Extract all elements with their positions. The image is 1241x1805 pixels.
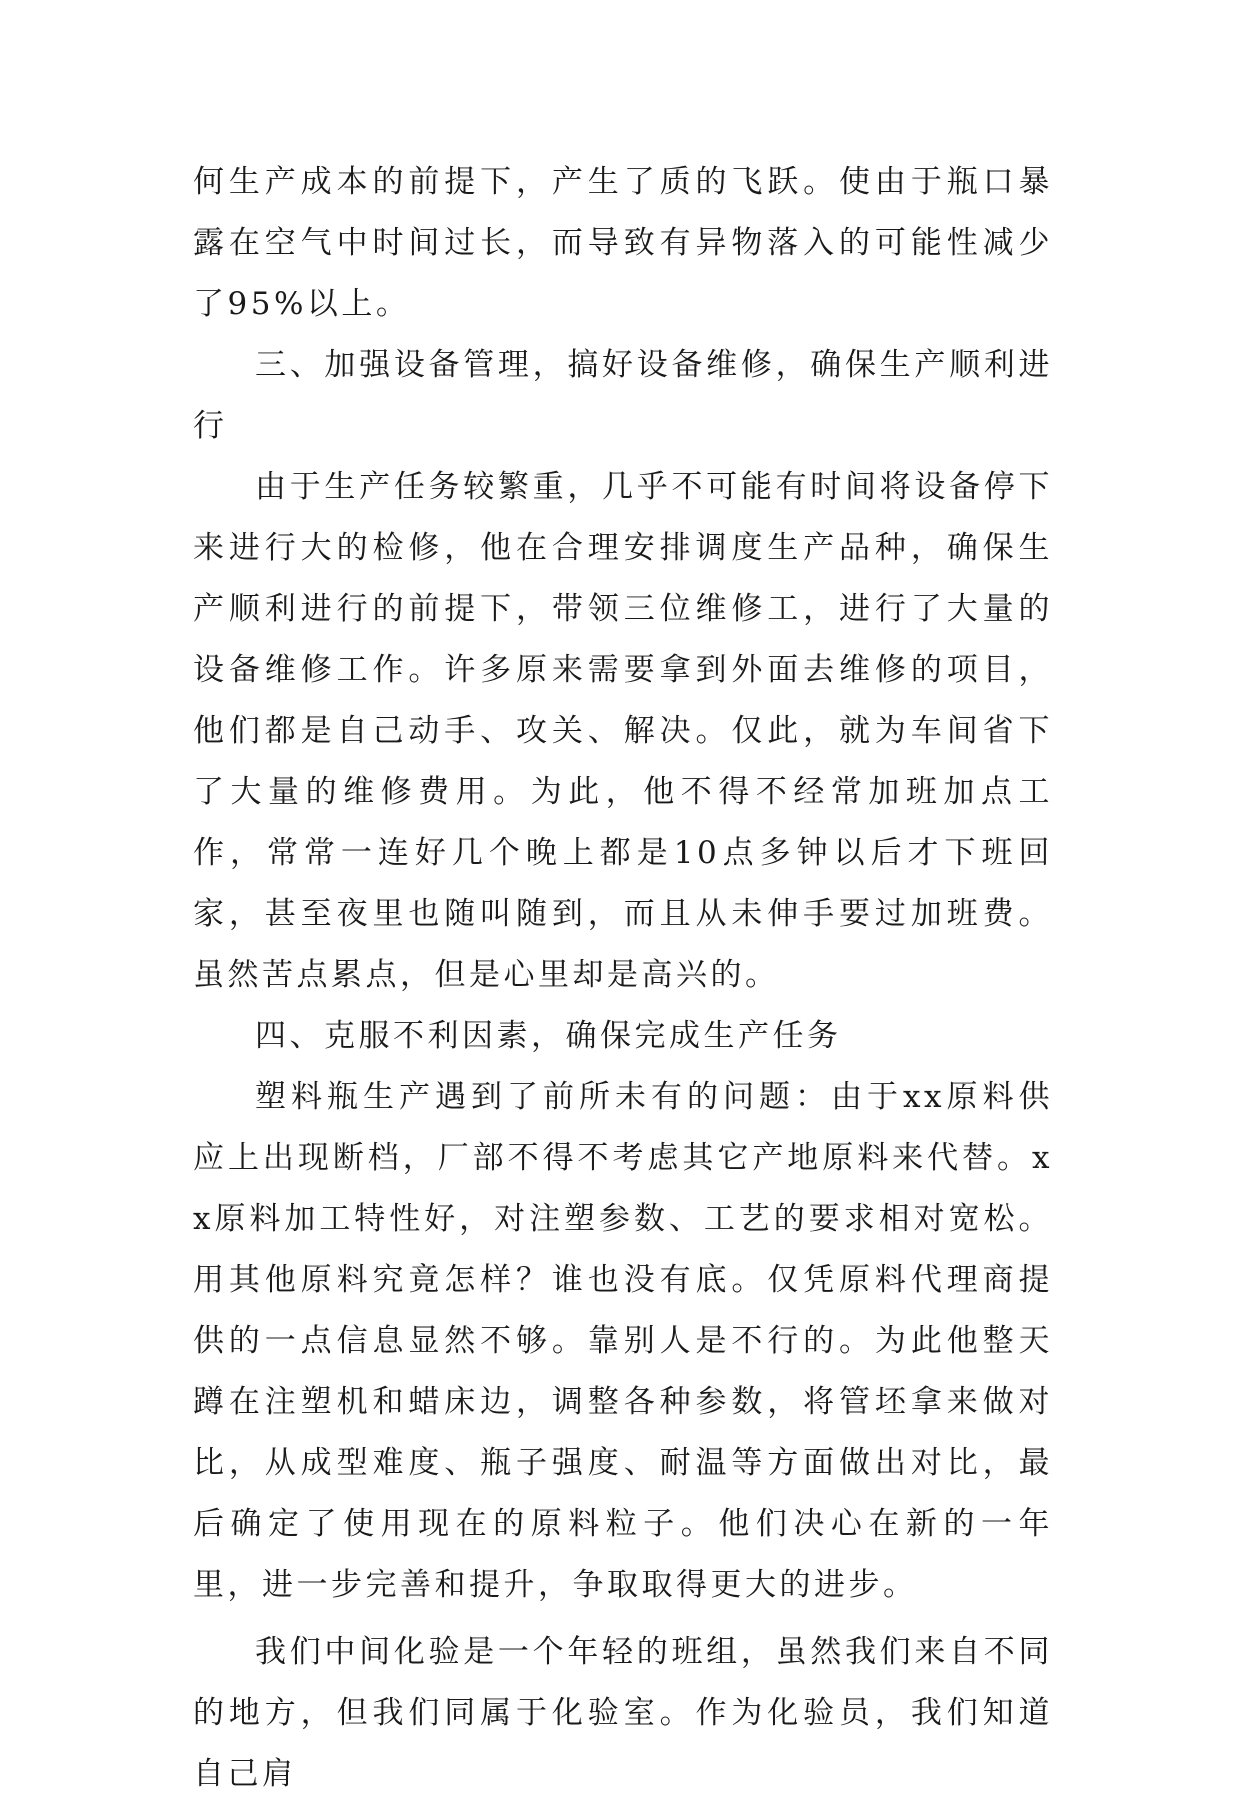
section-heading-4: 四、克服不利因素，确保完成生产任务 xyxy=(255,1018,842,1054)
paragraph-lab-team: 我们中间化验是一个年轻的班组，虽然我们来自不同的地方，但我们同属于化验室。作为化验员，我们知道自己肩 xyxy=(193,1634,1053,1792)
section-heading-3: 三、加强设备管理，搞好设备维修，确保生产顺利进行 xyxy=(193,347,1053,444)
paragraph-equipment-maintenance: 由于生产任务较繁重，几乎不可能有时间将设备停下来进行大的检修，他在合理安排调度生产品种，确保生产顺利进行的前提下，带领三位维修工，进行了大量的设备维修工作。许多原来需要拿到外面去维修的项目，他们都是自己动手、攻关、解决。仅此，就为车间省下了大量的维修费用。为此，他不得不经常加班加点工作，常常一连好几个晚上都是10点多钟以后才下班回家，甚至夜里也随叫随到，而且从未伸手要过加班费。虽然苦点累点，但是心里却是高兴的。 xyxy=(193,469,1053,993)
document-body xyxy=(193,152,1053,1805)
paragraph-continuation: 何生产成本的前提下，产生了质的飞跃。使由于瓶口暴露在空气中时间过长，而导致有异物落入的可能性减少了95%以上。 xyxy=(193,164,1053,322)
paragraph-material-issue: 塑料瓶生产遇到了前所未有的问题：由于xx原料供应上出现断档，厂部不得不考虑其它产地原料来代替。xx原料加工特性好，对注塑参数、工艺的要求相对宽松。用其他原料究竟怎样？谁也没有底。仅凭原料代理商提供的一点信息显然不够。靠别人是不行的。为此他整天蹲在注塑机和蜡床边，调整各种参数，将管坯拿来做对比，从成型难度、瓶子强度、耐温等方面做出对比，最后确定了使用现在的原料粒子。他们决心在新的一年里，进一步完善和提升，争取取得更大的进步。 xyxy=(193,1079,1053,1603)
